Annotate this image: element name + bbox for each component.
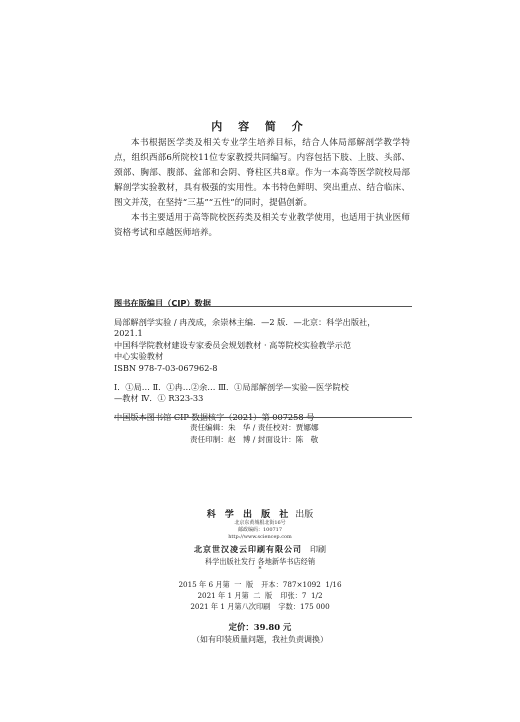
edition-first: 2015 年 6 月第 一 版 [178, 580, 254, 589]
cip-line-series-cont: 中心实验教材 [114, 351, 164, 362]
cip-line-isbn: ISBN 978-7-03-067962-8 [114, 362, 218, 373]
publisher-website: http://www.sciencep.com [228, 534, 292, 540]
printer-suffix: 印刷 [310, 545, 326, 554]
edition-second: 2021 年 1 月第 二 版 [197, 591, 273, 600]
publisher-name: 科 学 出 版 社 [206, 510, 292, 520]
price: 定价：39.80 元 [228, 622, 292, 632]
cip-line-series: 中国科学院教材建设专家委员会规划教材 · 高等院校实验教学示范 [114, 339, 352, 350]
edition-row-2 [0, 590, 520, 601]
publisher-address: 北京东黄城根北街16号 [234, 520, 286, 526]
cip-heading: 图书在版编目（CIP）数据 [114, 298, 211, 308]
cip-bottom-rule [114, 417, 412, 418]
sheets-count: 印张：7 1/2 [280, 591, 323, 600]
cip-line-record: 中国版本图书馆 CIP 数据核字（2021）第 007258 号 [114, 411, 315, 422]
cip-block [114, 298, 414, 423]
edition-row-1 [0, 579, 520, 590]
publisher-block [0, 507, 520, 573]
cip-line-classification-cont: —教材 Ⅳ．① R323-33 [114, 393, 204, 404]
intro-paragraph-1: 本书根据医学类及相关专业学生培养目标，结合人体局部解剖学教学特点，组织西部6所院校11位专家教授共同编写。内容包括下肢、上肢、头部、颈部、胸部、腹部、盆部和会阴、脊柱区共8章。作为一本高等医学院校局部解剖学实验教材，具有极强的实用性。本书特色鲜明、突出重点、结合临床、图文并茂，在坚持“三基”“五性”的同时，提倡创新。 [114, 138, 410, 208]
intro-paragraph-2: 本书主要适用于高等院校医药类及相关专业教学使用，也适用于执业医师资格考试和卓越医师培养。 [114, 213, 410, 238]
publisher-name-suffix: 出版 [295, 510, 314, 520]
word-count: 字数：175 000 [278, 602, 330, 611]
edition-info [0, 579, 520, 612]
cip-line-year: 2021.1 [114, 328, 143, 339]
staff-credits [190, 422, 319, 445]
staff-line-1: 责任编辑：朱 华 / 责任校对：贾娜娜 [190, 423, 319, 432]
quality-notice: （如有印装质量问题，我社负责调换） [192, 635, 328, 644]
printing-count: 2021 年 1 月第八次印刷 [190, 602, 271, 611]
cip-top-rule [114, 306, 412, 307]
publisher-postcode: 邮政编码：100717 [237, 527, 283, 533]
separator-asterisk: * [258, 566, 262, 573]
cip-line-title: 局部解剖学实验 / 冉茂成，余崇林主编．—2 版．—北京：科学出版社， [114, 316, 376, 327]
intro-section [114, 136, 410, 241]
format-size: 开本：787×1092 1/16 [261, 580, 342, 589]
staff-line-2: 责任印制：赵 博 / 封面设计：陈 敬 [190, 434, 319, 444]
cip-line-classification: Ⅰ．①局… Ⅱ．①冉…②余… Ⅲ．①局部解剖学—实验—医学院校 [114, 381, 349, 392]
edition-row-3 [0, 601, 520, 612]
printer-name: 北京世汉凌云印刷有限公司 [194, 544, 302, 554]
distribution-line: 科学出版社发行 各地新华书店经销 [204, 557, 316, 566]
intro-title: 内 容 简 介 [211, 120, 309, 133]
